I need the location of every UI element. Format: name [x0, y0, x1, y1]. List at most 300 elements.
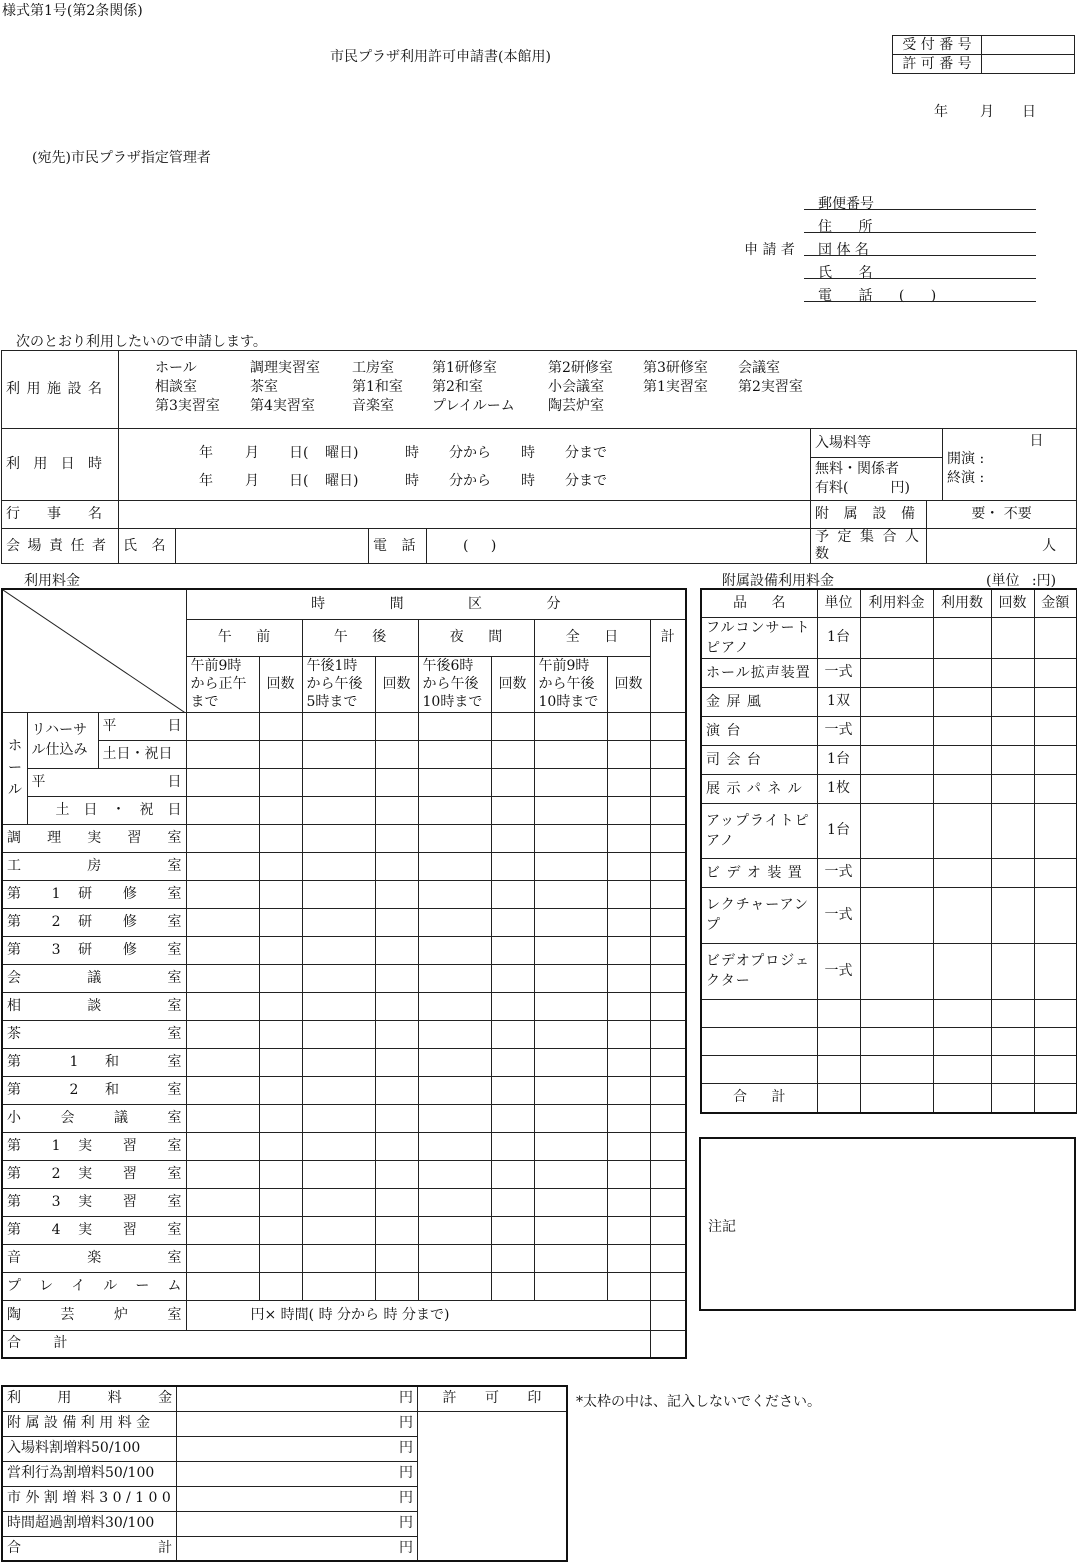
summary-amount[interactable] — [177, 1536, 418, 1561]
fee-cell[interactable] — [607, 824, 650, 852]
equip-cell[interactable] — [1034, 803, 1077, 858]
fee-cell[interactable] — [491, 908, 534, 936]
fee-cell[interactable] — [259, 1160, 302, 1188]
fee-cell[interactable] — [302, 1020, 375, 1048]
fee-cell[interactable] — [186, 852, 259, 880]
equip-cell[interactable] — [991, 1027, 1034, 1055]
fee-cell[interactable] — [534, 964, 607, 992]
fee-cell[interactable] — [375, 908, 418, 936]
equip-cell[interactable] — [991, 999, 1034, 1027]
fee-cell[interactable] — [259, 1272, 302, 1300]
fee-cell[interactable] — [375, 1160, 418, 1188]
fee-cell[interactable] — [302, 1048, 375, 1076]
fee-cell[interactable] — [650, 936, 686, 964]
facility-options[interactable] — [119, 351, 1077, 429]
fee-cell[interactable] — [534, 1188, 607, 1216]
fee-cell[interactable] — [607, 936, 650, 964]
fee-cell[interactable] — [302, 1104, 375, 1132]
equip-cell[interactable] — [1034, 658, 1077, 687]
fee-cell[interactable] — [375, 1076, 418, 1104]
fee-cell[interactable] — [186, 992, 259, 1020]
equip-cell[interactable] — [933, 1055, 991, 1083]
fee-cell[interactable] — [650, 1216, 686, 1244]
facility-music[interactable]: 音楽室 — [352, 397, 394, 414]
summary-amount[interactable] — [177, 1461, 418, 1486]
fee-cell[interactable] — [375, 824, 418, 852]
equip-cell[interactable] — [991, 887, 1034, 943]
equip-cell[interactable] — [991, 687, 1034, 716]
facility-cooking[interactable]: 調理実習室 — [250, 359, 320, 376]
facility-practice2[interactable]: 第2実習室 — [738, 378, 803, 395]
fee-cell[interactable] — [186, 740, 259, 768]
fee-cell[interactable] — [259, 712, 302, 740]
fee-cell[interactable] — [607, 1076, 650, 1104]
equip-cell[interactable] — [1034, 1083, 1077, 1113]
fee-cell[interactable] — [375, 768, 418, 796]
permit-number-field[interactable] — [982, 55, 1075, 74]
fee-cell[interactable] — [491, 768, 534, 796]
equip-cell[interactable] — [817, 1083, 860, 1113]
fee-cell[interactable] — [418, 1076, 491, 1104]
fee-cell[interactable] — [302, 824, 375, 852]
fee-cell[interactable] — [186, 964, 259, 992]
fee-cell[interactable] — [534, 1020, 607, 1048]
fee-cell[interactable] — [259, 964, 302, 992]
name-line[interactable] — [804, 278, 1036, 279]
fee-cell[interactable] — [607, 1244, 650, 1272]
fee-cell[interactable] — [607, 1104, 650, 1132]
summary-amount[interactable] — [177, 1411, 418, 1436]
fee-cell[interactable] — [650, 1020, 686, 1048]
fee-cell[interactable] — [491, 1188, 534, 1216]
fee-cell[interactable] — [375, 796, 418, 824]
fee-cell[interactable] — [491, 712, 534, 740]
fee-cell[interactable] — [302, 1132, 375, 1160]
fee-cell[interactable] — [418, 824, 491, 852]
fee-cell[interactable] — [534, 1160, 607, 1188]
equip-cell[interactable] — [1034, 1055, 1077, 1083]
facility-hall[interactable]: ホール — [155, 359, 197, 376]
fee-cell[interactable] — [418, 880, 491, 908]
fee-cell[interactable] — [418, 796, 491, 824]
fee-cell[interactable] — [534, 1216, 607, 1244]
summary-amount[interactable] — [177, 1386, 418, 1411]
fee-cell[interactable] — [607, 1132, 650, 1160]
fee-cell[interactable] — [650, 740, 686, 768]
admission-options[interactable] — [811, 458, 942, 500]
equip-cell[interactable] — [860, 658, 933, 687]
fee-cell[interactable] — [302, 768, 375, 796]
equip-cell[interactable] — [860, 999, 933, 1027]
fee-cell[interactable] — [650, 1132, 686, 1160]
fee-cell[interactable] — [186, 1216, 259, 1244]
fee-cell[interactable] — [186, 824, 259, 852]
facility-tea[interactable]: 茶室 — [250, 378, 278, 395]
reception-number-field[interactable] — [982, 36, 1075, 55]
fee-cell[interactable] — [302, 908, 375, 936]
fee-cell[interactable] — [302, 1188, 375, 1216]
fee-cell[interactable] — [186, 1188, 259, 1216]
equip-cell[interactable] — [991, 943, 1034, 999]
fee-cell[interactable] — [186, 1020, 259, 1048]
fee-cell[interactable] — [650, 1048, 686, 1076]
group-name-line[interactable] — [804, 255, 1036, 256]
fee-cell[interactable] — [607, 852, 650, 880]
manager-tel-field[interactable] — [427, 529, 811, 564]
fee-cell[interactable] — [650, 992, 686, 1020]
equip-cell[interactable] — [933, 803, 991, 858]
fee-cell[interactable] — [491, 1272, 534, 1300]
event-name-field[interactable] — [119, 501, 811, 529]
fee-cell[interactable] — [534, 992, 607, 1020]
fee-cell[interactable] — [259, 1216, 302, 1244]
fee-cell[interactable] — [375, 992, 418, 1020]
equip-cell[interactable] — [860, 858, 933, 887]
fee-cell[interactable] — [259, 880, 302, 908]
fee-cell[interactable] — [186, 880, 259, 908]
fee-cell[interactable] — [375, 964, 418, 992]
fee-cell[interactable] — [259, 1048, 302, 1076]
fee-cell[interactable] — [418, 908, 491, 936]
fee-cell[interactable] — [418, 1272, 491, 1300]
fee-cell[interactable] — [375, 1272, 418, 1300]
equip-cell[interactable] — [817, 1027, 860, 1055]
fee-cell[interactable] — [418, 1104, 491, 1132]
fee-cell[interactable] — [259, 768, 302, 796]
fee-cell[interactable] — [607, 1272, 650, 1300]
equip-cell[interactable] — [933, 887, 991, 943]
facility-small-meeting[interactable]: 小会議室 — [548, 378, 604, 395]
fee-cell[interactable] — [650, 1300, 686, 1330]
fee-cell[interactable] — [186, 712, 259, 740]
fee-cell[interactable] — [302, 852, 375, 880]
facility-practice3[interactable]: 第3実習室 — [155, 397, 220, 414]
fee-cell[interactable] — [607, 1020, 650, 1048]
fee-cell[interactable] — [418, 768, 491, 796]
fee-cell[interactable] — [607, 880, 650, 908]
fee-cell[interactable] — [534, 768, 607, 796]
fee-cell[interactable] — [607, 712, 650, 740]
fee-cell[interactable] — [491, 1132, 534, 1160]
equip-cell[interactable] — [991, 745, 1034, 774]
equip-cell[interactable] — [991, 858, 1034, 887]
notes-box[interactable] — [699, 1137, 1076, 1311]
fee-cell[interactable] — [491, 1216, 534, 1244]
fee-cell[interactable] — [607, 992, 650, 1020]
facility-consult[interactable]: 相談室 — [155, 378, 197, 395]
fee-cell[interactable] — [491, 824, 534, 852]
equip-cell[interactable] — [860, 745, 933, 774]
facility-practice4[interactable]: 第4実習室 — [250, 397, 315, 414]
fee-cell[interactable] — [418, 1132, 491, 1160]
fee-cell[interactable] — [375, 880, 418, 908]
fee-cell[interactable] — [650, 852, 686, 880]
fee-cell[interactable] — [491, 1020, 534, 1048]
fee-cell[interactable] — [534, 1244, 607, 1272]
fee-cell[interactable] — [302, 1244, 375, 1272]
equip-cell[interactable] — [1034, 858, 1077, 887]
fee-cell[interactable] — [375, 936, 418, 964]
fee-cell[interactable] — [534, 1132, 607, 1160]
equipment-need-value[interactable]: 要・ 不要 — [927, 501, 1077, 529]
fee-cell[interactable] — [259, 1244, 302, 1272]
fee-cell[interactable] — [186, 908, 259, 936]
facility-japanese2[interactable]: 第2和室 — [432, 378, 483, 395]
equip-cell[interactable] — [991, 774, 1034, 803]
equip-cell[interactable] — [933, 716, 991, 745]
equip-cell[interactable] — [991, 1083, 1034, 1113]
equip-cell[interactable] — [991, 803, 1034, 858]
fee-cell[interactable] — [650, 1104, 686, 1132]
equip-cell[interactable] — [817, 1055, 860, 1083]
fee-cell[interactable] — [650, 908, 686, 936]
fee-cell[interactable] — [186, 1076, 259, 1104]
equip-cell[interactable] — [860, 803, 933, 858]
equip-cell[interactable] — [860, 1083, 933, 1113]
fee-cell[interactable] — [607, 796, 650, 824]
fee-cell[interactable] — [650, 1076, 686, 1104]
summary-amount[interactable] — [177, 1436, 418, 1461]
fee-cell[interactable] — [534, 796, 607, 824]
equip-cell[interactable] — [1034, 745, 1077, 774]
equip-cell[interactable] — [933, 1027, 991, 1055]
fee-cell[interactable] — [375, 712, 418, 740]
equip-cell[interactable] — [1034, 999, 1077, 1027]
fee-total-cell[interactable] — [650, 1330, 686, 1358]
fee-cell[interactable] — [534, 852, 607, 880]
facility-meeting[interactable]: 会議室 — [738, 359, 780, 376]
fee-cell[interactable] — [534, 880, 607, 908]
equip-cell[interactable] — [1034, 1027, 1077, 1055]
fee-cell[interactable] — [418, 1048, 491, 1076]
equip-cell[interactable] — [1034, 774, 1077, 803]
fee-cell[interactable] — [375, 1020, 418, 1048]
fee-cell[interactable] — [259, 1020, 302, 1048]
facility-practice1[interactable]: 第1実習室 — [643, 378, 708, 395]
equip-cell[interactable] — [933, 943, 991, 999]
equip-cell[interactable] — [701, 999, 817, 1027]
fee-cell[interactable] — [186, 1048, 259, 1076]
show-time-cell[interactable] — [943, 429, 1077, 501]
equip-cell[interactable] — [701, 1027, 817, 1055]
fee-cell[interactable] — [650, 796, 686, 824]
equip-cell[interactable] — [933, 858, 991, 887]
fee-cell[interactable] — [375, 1188, 418, 1216]
summary-amount[interactable] — [177, 1511, 418, 1536]
fee-cell[interactable] — [418, 712, 491, 740]
summary-amount[interactable] — [177, 1486, 418, 1511]
equip-cell[interactable] — [933, 658, 991, 687]
fee-cell[interactable] — [418, 936, 491, 964]
fee-cell[interactable] — [491, 740, 534, 768]
fee-cell[interactable] — [607, 908, 650, 936]
equip-cell[interactable] — [1034, 617, 1077, 658]
fee-cell[interactable] — [534, 1076, 607, 1104]
fee-cell[interactable] — [259, 1076, 302, 1104]
fee-cell[interactable] — [534, 712, 607, 740]
manager-name-field[interactable] — [176, 529, 369, 564]
equip-cell[interactable] — [933, 745, 991, 774]
fee-cell[interactable] — [375, 1216, 418, 1244]
equip-cell[interactable] — [860, 617, 933, 658]
fee-cell[interactable] — [375, 1048, 418, 1076]
fee-cell[interactable] — [607, 1188, 650, 1216]
admission-cell[interactable] — [811, 429, 943, 501]
fee-cell[interactable] — [302, 1160, 375, 1188]
equip-cell[interactable] — [933, 1083, 991, 1113]
equip-cell[interactable] — [860, 687, 933, 716]
facility-kiln[interactable]: 陶芸炉室 — [548, 397, 604, 414]
permit-stamp-area[interactable] — [417, 1411, 567, 1561]
kiln-detail[interactable]: 円× 時間( 時 分から 時 分まで) — [186, 1300, 650, 1330]
fee-cell[interactable] — [650, 1272, 686, 1300]
fee-cell[interactable] — [375, 1104, 418, 1132]
fee-cell[interactable] — [491, 936, 534, 964]
equip-cell[interactable] — [991, 658, 1034, 687]
equip-cell[interactable] — [701, 1055, 817, 1083]
postal-code-line[interactable] — [804, 209, 1036, 210]
fee-cell[interactable] — [534, 1048, 607, 1076]
fee-cell[interactable] — [259, 1188, 302, 1216]
facility-japanese1[interactable]: 第1和室 — [352, 378, 403, 395]
usage-datetime-field[interactable] — [119, 429, 811, 501]
fee-cell[interactable] — [259, 740, 302, 768]
facility-workshop[interactable]: 工房室 — [352, 359, 394, 376]
fee-cell[interactable] — [375, 1132, 418, 1160]
equip-cell[interactable] — [933, 774, 991, 803]
admission-paid-row[interactable] — [815, 479, 938, 498]
equip-cell[interactable] — [860, 887, 933, 943]
fee-cell[interactable] — [259, 992, 302, 1020]
fee-cell[interactable] — [491, 964, 534, 992]
equip-cell[interactable] — [817, 999, 860, 1027]
fee-cell[interactable] — [302, 1272, 375, 1300]
fee-cell[interactable] — [650, 824, 686, 852]
fee-cell[interactable] — [491, 1076, 534, 1104]
fee-cell[interactable] — [491, 852, 534, 880]
fee-cell[interactable] — [607, 1048, 650, 1076]
fee-cell[interactable] — [607, 768, 650, 796]
fee-cell[interactable] — [418, 992, 491, 1020]
equip-cell[interactable] — [1034, 887, 1077, 943]
facility-training2[interactable]: 第2研修室 — [548, 359, 613, 376]
fee-cell[interactable] — [302, 1216, 375, 1244]
fee-cell[interactable] — [259, 1132, 302, 1160]
fee-cell[interactable] — [302, 936, 375, 964]
equip-cell[interactable] — [860, 943, 933, 999]
fee-cell[interactable] — [491, 992, 534, 1020]
fee-cell[interactable] — [418, 1188, 491, 1216]
admission-free[interactable]: 無料・関係者 — [815, 461, 899, 477]
fee-cell[interactable] — [259, 936, 302, 964]
fee-cell[interactable] — [650, 1244, 686, 1272]
fee-cell[interactable] — [534, 1272, 607, 1300]
fee-cell[interactable] — [186, 1132, 259, 1160]
fee-cell[interactable] — [186, 936, 259, 964]
fee-cell[interactable] — [650, 1188, 686, 1216]
fee-cell[interactable] — [418, 964, 491, 992]
equip-cell[interactable] — [991, 1055, 1034, 1083]
equip-cell[interactable] — [1034, 716, 1077, 745]
fee-cell[interactable] — [302, 712, 375, 740]
fee-cell[interactable] — [607, 1160, 650, 1188]
fee-cell[interactable] — [491, 1048, 534, 1076]
facility-training3[interactable]: 第3研修室 — [643, 359, 708, 376]
fee-cell[interactable] — [534, 1104, 607, 1132]
fee-cell[interactable] — [259, 1104, 302, 1132]
equip-cell[interactable] — [1034, 687, 1077, 716]
fee-cell[interactable] — [186, 768, 259, 796]
equip-cell[interactable] — [860, 774, 933, 803]
phone-line[interactable] — [804, 301, 1036, 302]
fee-cell[interactable] — [375, 1244, 418, 1272]
fee-cell[interactable] — [650, 712, 686, 740]
address-line[interactable] — [804, 232, 1036, 233]
fee-cell[interactable] — [302, 964, 375, 992]
fee-cell[interactable] — [650, 768, 686, 796]
fee-cell[interactable] — [607, 1216, 650, 1244]
fee-cell[interactable] — [302, 740, 375, 768]
fee-cell[interactable] — [186, 1160, 259, 1188]
equip-cell[interactable] — [860, 1027, 933, 1055]
equip-cell[interactable] — [991, 617, 1034, 658]
attendance-field[interactable] — [927, 529, 1077, 564]
facility-playroom[interactable]: プレイルーム — [432, 397, 515, 414]
fee-cell[interactable] — [186, 1104, 259, 1132]
fee-cell[interactable] — [186, 1272, 259, 1300]
fee-cell[interactable] — [302, 992, 375, 1020]
fee-cell[interactable] — [186, 796, 259, 824]
fee-cell[interactable] — [259, 908, 302, 936]
fee-cell[interactable] — [375, 852, 418, 880]
fee-cell[interactable] — [534, 740, 607, 768]
fee-cell[interactable] — [607, 740, 650, 768]
fee-cell[interactable] — [534, 908, 607, 936]
facility-training1[interactable]: 第1研修室 — [432, 359, 497, 376]
fee-cell[interactable] — [259, 824, 302, 852]
fee-cell[interactable] — [491, 1160, 534, 1188]
fee-cell[interactable] — [491, 880, 534, 908]
fee-cell[interactable] — [534, 824, 607, 852]
fee-cell[interactable] — [302, 880, 375, 908]
fee-cell[interactable] — [650, 880, 686, 908]
equip-cell[interactable] — [860, 1055, 933, 1083]
fee-cell[interactable] — [491, 796, 534, 824]
fee-cell[interactable] — [650, 964, 686, 992]
fee-cell[interactable] — [607, 964, 650, 992]
fee-cell[interactable] — [418, 852, 491, 880]
fee-cell[interactable] — [259, 852, 302, 880]
equip-cell[interactable] — [933, 999, 991, 1027]
fee-cell[interactable] — [534, 936, 607, 964]
equip-cell[interactable] — [991, 716, 1034, 745]
fee-cell[interactable] — [418, 1216, 491, 1244]
equip-cell[interactable] — [1034, 943, 1077, 999]
fee-cell[interactable] — [418, 1160, 491, 1188]
fee-cell[interactable] — [302, 796, 375, 824]
fee-cell[interactable] — [491, 1244, 534, 1272]
equip-cell[interactable] — [933, 617, 991, 658]
fee-cell[interactable] — [418, 740, 491, 768]
fee-cell[interactable] — [650, 1160, 686, 1188]
fee-cell[interactable] — [375, 740, 418, 768]
fee-cell[interactable] — [491, 1104, 534, 1132]
fee-cell[interactable] — [186, 1244, 259, 1272]
equip-cell[interactable] — [860, 716, 933, 745]
fee-cell[interactable] — [418, 1020, 491, 1048]
equip-cell[interactable] — [933, 687, 991, 716]
fee-cell[interactable] — [302, 1076, 375, 1104]
